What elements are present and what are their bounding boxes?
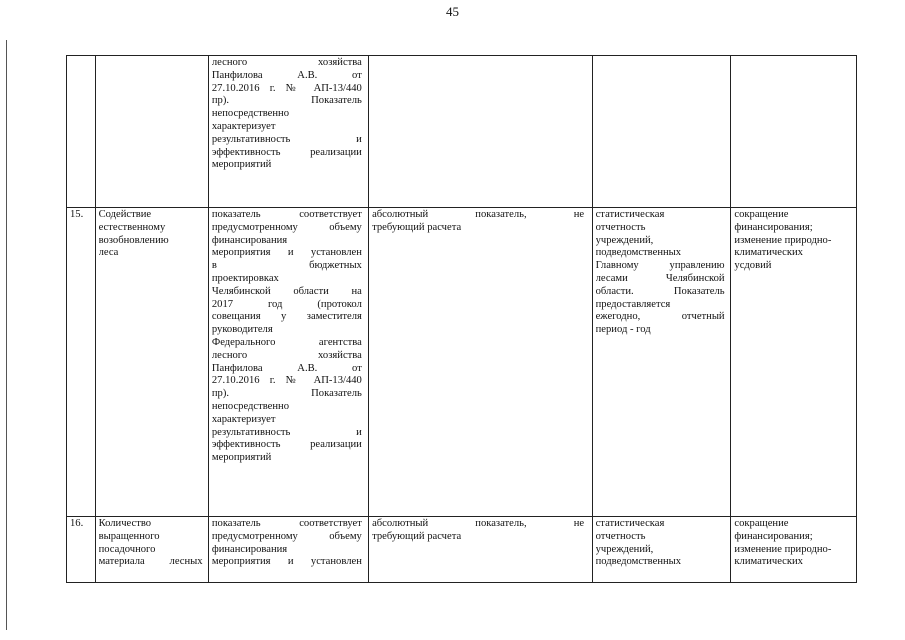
basis-text-line: эффективность реализации bbox=[211, 146, 362, 158]
risks-cell bbox=[731, 517, 857, 583]
source-text-line: области. Показатель bbox=[595, 285, 725, 297]
risks-text-line: финансирования; bbox=[734, 221, 813, 233]
source-cell bbox=[592, 208, 731, 517]
name-text-line: возобновлению bbox=[98, 234, 169, 246]
basis-text-line: характеризует bbox=[211, 413, 276, 425]
basis-text-line: лесного хозяйства bbox=[211, 57, 362, 68]
name-text-line: выращенного bbox=[98, 530, 160, 542]
source-text-line: период - год bbox=[595, 324, 651, 336]
row-number-cell bbox=[67, 517, 96, 583]
basis-text-line: 27.10.2016 г. № АП-13/440 bbox=[211, 375, 362, 387]
calc-text-line: абсолютный показатель, не bbox=[372, 209, 585, 220]
source-text-line: подведомственных bbox=[595, 556, 682, 568]
basis-text-line: результативность и bbox=[211, 426, 362, 438]
source-cell bbox=[592, 517, 731, 583]
risks-cell bbox=[731, 56, 857, 208]
calc-text-line: абсолютный показатель, не bbox=[372, 518, 585, 529]
source-text-line: статистическая bbox=[595, 209, 665, 220]
source-text-line: лесами Челябинской bbox=[595, 272, 725, 284]
basis-text-line: непосредственно bbox=[211, 108, 290, 120]
basis-text-line: показатель соответствует bbox=[211, 209, 362, 220]
basis-text-line: показатель соответствует bbox=[211, 518, 362, 529]
source-text-line: статистическая bbox=[595, 518, 665, 529]
calculation-cell bbox=[369, 517, 593, 583]
source-cell bbox=[592, 56, 731, 208]
basis-text-line: эффективность реализации bbox=[211, 439, 362, 451]
row-number: 15. bbox=[70, 209, 84, 220]
risks-text-line: климатических bbox=[734, 247, 803, 259]
basis-text-line: Панфилова А.В. от bbox=[211, 362, 362, 374]
basis-cell bbox=[208, 208, 368, 517]
indicators-table bbox=[66, 55, 857, 583]
basis-text-line: 2017 год (протокол bbox=[211, 298, 362, 310]
risks-text-line: изменение природно- bbox=[734, 234, 832, 246]
table-row bbox=[67, 56, 857, 208]
table-row bbox=[67, 517, 857, 583]
basis-text-line: Федерального агентства bbox=[211, 336, 362, 348]
source-text-line: учреждений, bbox=[595, 543, 654, 555]
indicator-name-cell bbox=[95, 517, 208, 583]
basis-text-line: финансирования bbox=[211, 543, 288, 555]
basis-text-line: предусмотренному объему bbox=[211, 221, 362, 233]
basis-text-line: мероприятия и установлен bbox=[211, 556, 362, 568]
name-text-line: материала лесных bbox=[98, 556, 203, 568]
basis-text-line: руководителя bbox=[211, 324, 273, 336]
name-text-line: естественному bbox=[98, 221, 166, 233]
basis-text-line: проектировках bbox=[211, 272, 279, 284]
basis-cell bbox=[208, 517, 368, 583]
indicator-name-cell bbox=[95, 208, 208, 517]
calculation-cell bbox=[369, 208, 593, 517]
basis-text-line: мероприятий bbox=[211, 159, 272, 171]
basis-text-line: Панфилова А.В. от bbox=[211, 69, 362, 81]
basis-text-line: пр). Показатель bbox=[211, 95, 362, 107]
row-number-cell bbox=[67, 208, 96, 517]
row-number: 16. bbox=[70, 518, 84, 529]
source-text-line: предоставляется bbox=[595, 298, 671, 310]
risks-text-line: сокращение bbox=[734, 209, 789, 220]
basis-text-line: совещания у заместителя bbox=[211, 311, 362, 323]
table-row bbox=[67, 208, 857, 517]
basis-text-line: лесного хозяйства bbox=[211, 349, 362, 361]
source-text-line: отчетность bbox=[595, 221, 646, 233]
calculation-cell bbox=[369, 56, 593, 208]
indicator-name-cell bbox=[95, 56, 208, 208]
name-text-line: леса bbox=[98, 247, 119, 259]
name-text-line: Количество bbox=[98, 518, 152, 529]
name-text-line: посадочного bbox=[98, 543, 156, 555]
risks-text-line: усдовий bbox=[734, 260, 772, 272]
basis-text-line: мероприятий bbox=[211, 452, 272, 464]
name-text-line: Содействие bbox=[98, 209, 152, 220]
source-text-line: учреждений, bbox=[595, 234, 654, 246]
row-number-cell bbox=[67, 56, 96, 208]
basis-text-line: предусмотренному объему bbox=[211, 530, 362, 542]
basis-cell bbox=[208, 56, 368, 208]
basis-text-line: 27.10.2016 г. № АП-13/440 bbox=[211, 82, 362, 94]
basis-text-line: Челябинской области на bbox=[211, 285, 362, 297]
page-left-edge bbox=[6, 40, 7, 630]
risks-text-line: изменение природно- bbox=[734, 543, 832, 555]
page-number: 45 bbox=[446, 4, 459, 19]
risks-text-line: сокращение bbox=[734, 518, 789, 529]
risks-text-line: финансирования; bbox=[734, 530, 813, 542]
risks-cell bbox=[731, 208, 857, 517]
basis-text-line: характеризует bbox=[211, 120, 276, 132]
basis-text-line: в бюджетных bbox=[211, 260, 362, 272]
basis-text-line: пр). Показатель bbox=[211, 388, 362, 400]
basis-text-line: финансирования bbox=[211, 234, 288, 246]
basis-text-line: мероприятия и установлен bbox=[211, 247, 362, 259]
source-text-line: подведомственных bbox=[595, 247, 682, 259]
risks-text-line: климатических bbox=[734, 556, 803, 568]
basis-text-line: результативность и bbox=[211, 133, 362, 145]
calc-text-line: требующий расчета bbox=[372, 221, 462, 233]
source-text-line: Главному управлению bbox=[595, 260, 725, 272]
calc-text-line: требующий расчета bbox=[372, 530, 462, 542]
basis-text-line: непосредственно bbox=[211, 400, 290, 412]
source-text-line: ежегодно, отчетный bbox=[595, 311, 725, 323]
source-text-line: отчетность bbox=[595, 530, 646, 542]
